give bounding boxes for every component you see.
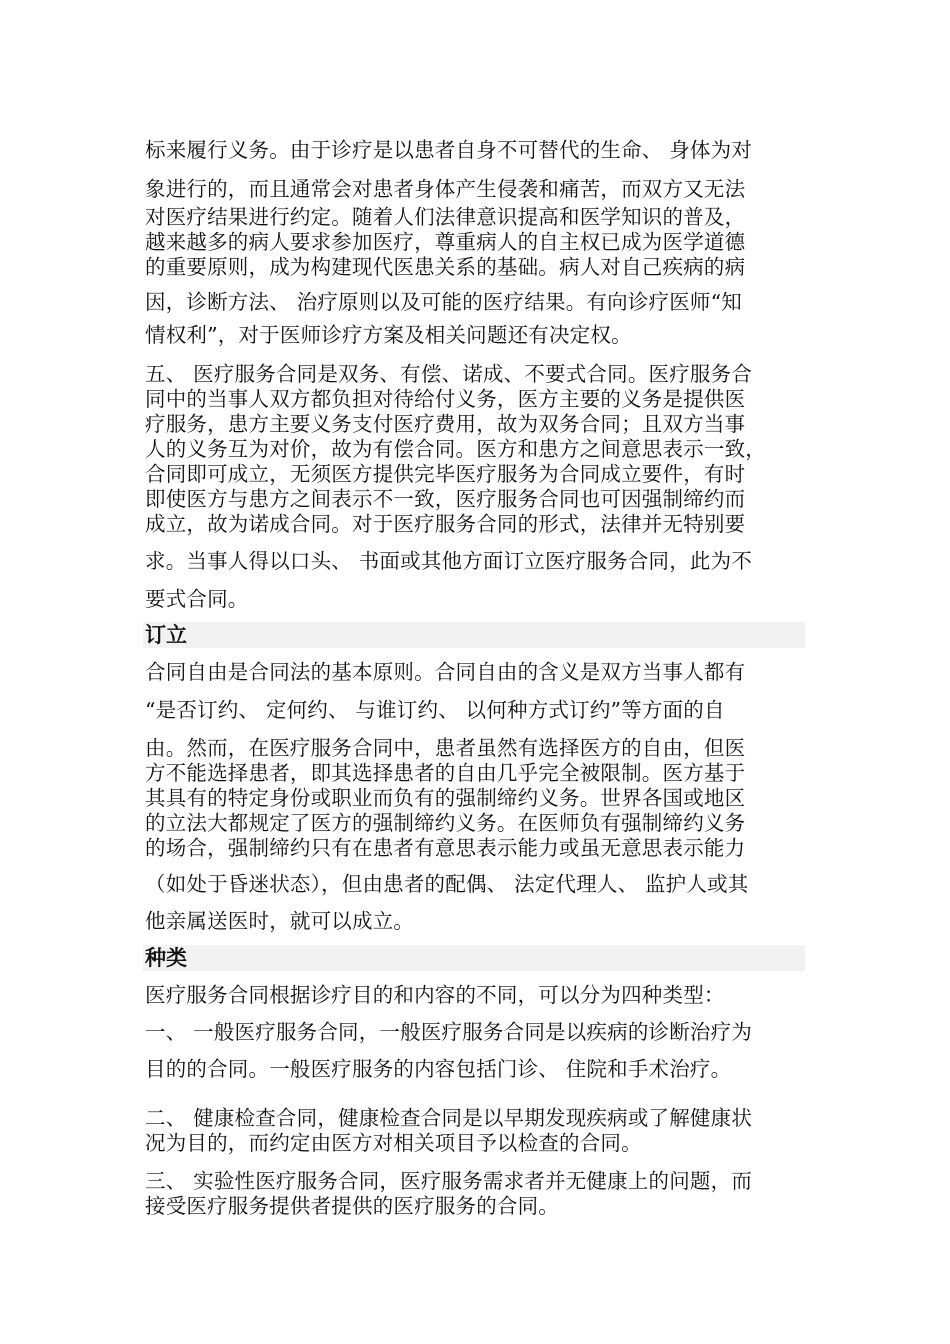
paragraph-line: 成立，故为诺成合同。对于医疗服务合同的形式，法律并无特别要 <box>145 512 746 536</box>
paragraph-line: 的重要原则，成为构建现代医患关系的基础。病人对自己疾病的病 <box>145 255 746 279</box>
paragraph-line: 目的的合同。一般医疗服务的内容包括门诊、 住院和手术治疗。 <box>145 1057 732 1081</box>
paragraph-line: 方不能选择患者，即其选择患者的自由几乎完全被限制。医方基于 <box>145 761 746 785</box>
paragraph-line: 三、 实验性医疗服务合同，医疗服务需求者并无健康上的问题，而 <box>145 1169 753 1193</box>
paragraph-line: 疗服务，患方主要义务支付医疗费用，故为双务合同；且双方当事 <box>145 412 746 436</box>
section-heading-background <box>143 622 805 648</box>
paragraph-line: （如处于昏迷状态），但由患者的配偶、 法定代理人、 监护人或其 <box>145 872 749 896</box>
paragraph-line: 况为目的，而约定由医方对相关项目予以检查的合同。 <box>145 1131 642 1155</box>
paragraph-line: 即使医方与患方之间表示不一致，医疗服务合同也可因强制缔约而 <box>145 487 746 511</box>
paragraph-line: 人的义务互为对价，故为有偿合同。医方和患方之间意思表示一致， <box>145 437 766 461</box>
paragraph-line: “是否订约、 定何约、 与谁订约、 以何种方式订约”等方面的自 <box>145 698 725 722</box>
paragraph-line: 越来越多的病人要求参加医疗，尊重病人的自主权已成为医学道德 <box>145 230 746 254</box>
paragraph-line: 其具有的特定身份或职业而负有的强制缔约义务。世界各国或地区 <box>145 786 746 810</box>
paragraph-line: 的场合，强制缔约只有在患者有意思表示能力或虽无意思表示能力 <box>145 836 746 860</box>
paragraph-line: 情权利”，对于医师诊疗方案及相关问题还有决定权。 <box>145 323 632 347</box>
section-heading-establish: 订立 <box>145 623 187 647</box>
paragraph-line: 二、 健康检查合同，健康检查合同是以早期发现疾病或了解健康状 <box>145 1106 753 1130</box>
paragraph-line: 标来履行义务。由于诊疗是以患者自身不可替代的生命、 身体为对 <box>145 138 753 162</box>
paragraph-line: 接受医疗服务提供者提供的医疗服务的合同。 <box>145 1194 559 1218</box>
paragraph-line: 的立法大都规定了医方的强制缔约义务。在医师负有强制缔约义务 <box>145 811 746 835</box>
paragraph-line: 一、 一般医疗服务合同，一般医疗服务合同是以疾病的诊断治疗为 <box>145 1020 753 1044</box>
paragraph-line: 合同即可成立，无须医方提供完毕医疗服务为合同成立要件，有时 <box>145 462 746 486</box>
section-heading-types: 种类 <box>145 946 187 970</box>
paragraph-line: 五、 医疗服务合同是双务、有偿、诺成、不要式合同。医疗服务合 <box>145 362 753 386</box>
section-heading-background <box>143 945 805 971</box>
paragraph-line: 象进行的，而且通常会对患者身体产生侵袭和痛苦，而双方又无法 <box>145 177 746 201</box>
paragraph-line: 因，诊断方法、 治疗原则以及可能的医疗结果。有向诊疗医师“知 <box>145 290 742 314</box>
paragraph-line: 要式合同。 <box>145 587 249 611</box>
paragraph-line: 他亲属送医时，就可以成立。 <box>145 909 415 933</box>
paragraph-line: 由。然而，在医疗服务合同中，患者虽然有选择医方的自由，但医 <box>145 736 746 760</box>
paragraph-line: 医疗服务合同根据诊疗目的和内容的不同，可以分为四种类型： <box>145 983 725 1007</box>
paragraph-line: 同中的当事人双方都负担对待给付义务，医方主要的义务是提供医 <box>145 387 746 411</box>
paragraph-line: 合同自由是合同法的基本原则。合同自由的含义是双方当事人都有 <box>145 660 746 684</box>
paragraph-line: 求。当事人得以口头、 书面或其他方面订立医疗服务合同，此为不 <box>145 549 753 573</box>
paragraph-line: 对医疗结果进行约定。随着人们法律意识提高和医学知识的普及， <box>145 205 746 229</box>
